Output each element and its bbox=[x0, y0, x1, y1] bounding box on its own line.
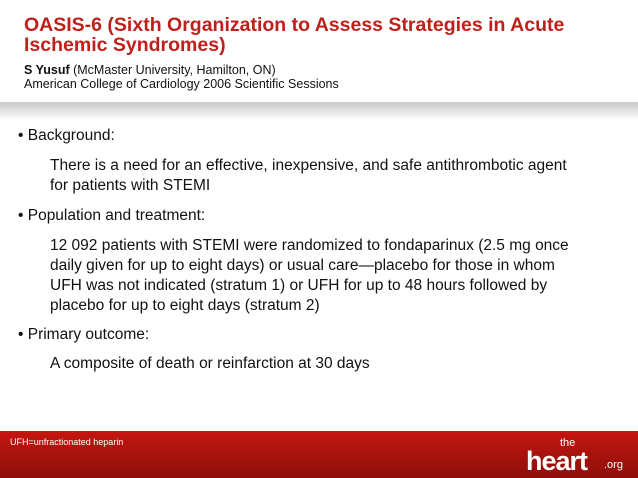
bullet-population: • Population and treatment: bbox=[18, 207, 206, 224]
header-divider bbox=[0, 102, 638, 120]
meeting-line: American College of Cardiology 2006 Scientific Sessions bbox=[24, 77, 339, 91]
slide-header bbox=[0, 0, 638, 104]
population-text: 12 092 patients with STEMI were randomized to fondaparinux (2.5 mg once daily given for up to eight days) or usual care—placebo for those in whom UFH was not indicated (stratum 1) or UFH for up to 48 hours followed by placebo for up to eight days (stratum 2) bbox=[50, 237, 569, 314]
outcome-text: A composite of death or reinfarction at 30 days bbox=[50, 355, 370, 372]
author-line bbox=[24, 64, 276, 77]
logo-org-text: .org bbox=[604, 459, 623, 471]
bullet-outcome: • Primary outcome: bbox=[18, 326, 150, 343]
author-name: S Yusuf bbox=[24, 63, 70, 77]
logo-the-text: the bbox=[560, 437, 576, 449]
theheart-logo bbox=[520, 437, 630, 475]
footnote: UFH=unfractionated heparin bbox=[10, 437, 124, 447]
background-text: There is a need for an effective, inexpensive, and safe antithrombotic agent for patients with STEMI bbox=[50, 157, 567, 194]
slide-title: OASIS-6 (Sixth Organization to Assess Strategies in Acute Ischemic Syndromes) bbox=[24, 14, 565, 56]
bullet-background: • Background: bbox=[18, 127, 115, 144]
logo-heart-text: heart bbox=[526, 446, 588, 476]
author-affiliation: (McMaster University, Hamilton, ON) bbox=[69, 63, 276, 77]
